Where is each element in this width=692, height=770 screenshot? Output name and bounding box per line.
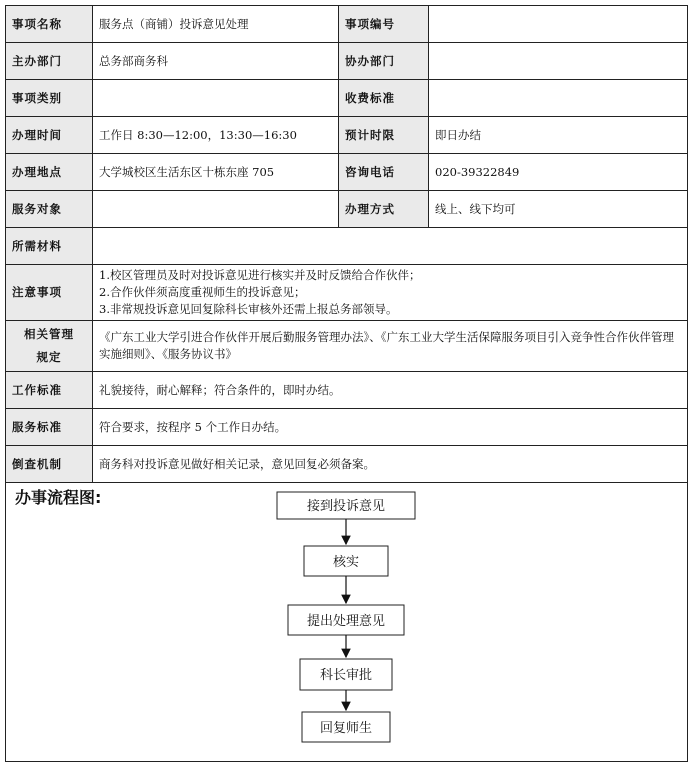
row-materials [6,228,688,265]
row-name [6,6,688,43]
row-flowchart [6,483,688,762]
time-limit-label: 预计时限 [339,117,429,154]
method-value: 线上、线下均可 [429,191,688,228]
row-work-standard [6,372,688,409]
item-name-value: 服务点（商铺）投诉意见处理 [93,6,339,43]
row-accountability [6,446,688,483]
item-code-label: 事项编号 [339,6,429,43]
row-category [6,80,688,117]
flowchart-cell [6,483,688,762]
hours-value: 工作日 8:30—12:00，13:30—16:30 [93,117,339,154]
flow-step-3-text: 提出处理意见 [306,614,386,629]
flowchart-title: 办事流程图: [15,488,102,507]
note-line-3: 3.非常规投诉意见回复除科长审核外还需上报总务部领导。 [99,302,398,316]
item-code-value [429,6,688,43]
place-label: 办理地点 [6,154,93,191]
service-standard-label: 服务标准 [6,409,93,446]
fee-value [429,80,688,117]
category-label: 事项类别 [6,80,93,117]
materials-label: 所需材料 [6,228,93,265]
phone-label: 咨询电话 [339,154,429,191]
row-notes [6,265,688,321]
service-standard-value: 符合要求，按程序 5 个工作日办结。 [93,409,688,446]
notes-value [93,265,688,321]
notes-label: 注意事项 [6,265,93,321]
work-standard-label: 工作标准 [6,372,93,409]
method-label: 办理方式 [339,191,429,228]
row-regulations [6,321,688,372]
materials-value [93,228,688,265]
co-dept-label: 协办部门 [339,43,429,80]
work-standard-value: 礼貌接待，耐心解释；符合条件的，即时办结。 [93,372,688,409]
service-item-form [5,5,688,762]
dept-label: 主办部门 [6,43,93,80]
flowchart [6,483,688,761]
row-service-standard [6,409,688,446]
row-place [6,154,688,191]
time-limit-value: 即日办结 [429,117,688,154]
target-value [93,191,339,228]
row-dept [6,43,688,80]
regulations-label-line-2: 规定 [36,350,62,364]
flow-step-5-text: 回复师生 [319,721,373,736]
regulations-label-line-1: 相关管理 [24,327,74,341]
category-value [93,80,339,117]
flow-step-4-text: 科长审批 [319,668,373,683]
phone-value: 020-39322849 [429,154,688,191]
co-dept-value [429,43,688,80]
dept-value: 总务部商务科 [93,43,339,80]
note-line-2: 2.合作伙伴须高度重视师生的投诉意见； [99,285,306,299]
target-label: 服务对象 [6,191,93,228]
row-hours [6,117,688,154]
regulations-label [6,321,93,372]
row-target [6,191,688,228]
item-name-label: 事项名称 [6,6,93,43]
regulations-value: 《广东工业大学引进合作伙伴开展后勤服务管理办法》、《广东工业大学生活保障服务项目引入竞争性合作伙伴管理实施细则》、《服务协议书》 [93,321,688,372]
flow-step-2-text: 核实 [332,555,360,570]
accountability-value: 商务科对投诉意见做好相关记录，意见回复必须备案。 [93,446,688,483]
fee-label: 收费标准 [339,80,429,117]
note-line-1: 1.校区管理员及时对投诉意见进行核实并及时反馈给合作伙伴； [99,268,421,282]
place-value: 大学城校区生活东区十栋东座 705 [93,154,339,191]
accountability-label: 倒查机制 [6,446,93,483]
hours-label: 办理时间 [6,117,93,154]
flow-step-1-text: 接到投诉意见 [306,499,386,514]
